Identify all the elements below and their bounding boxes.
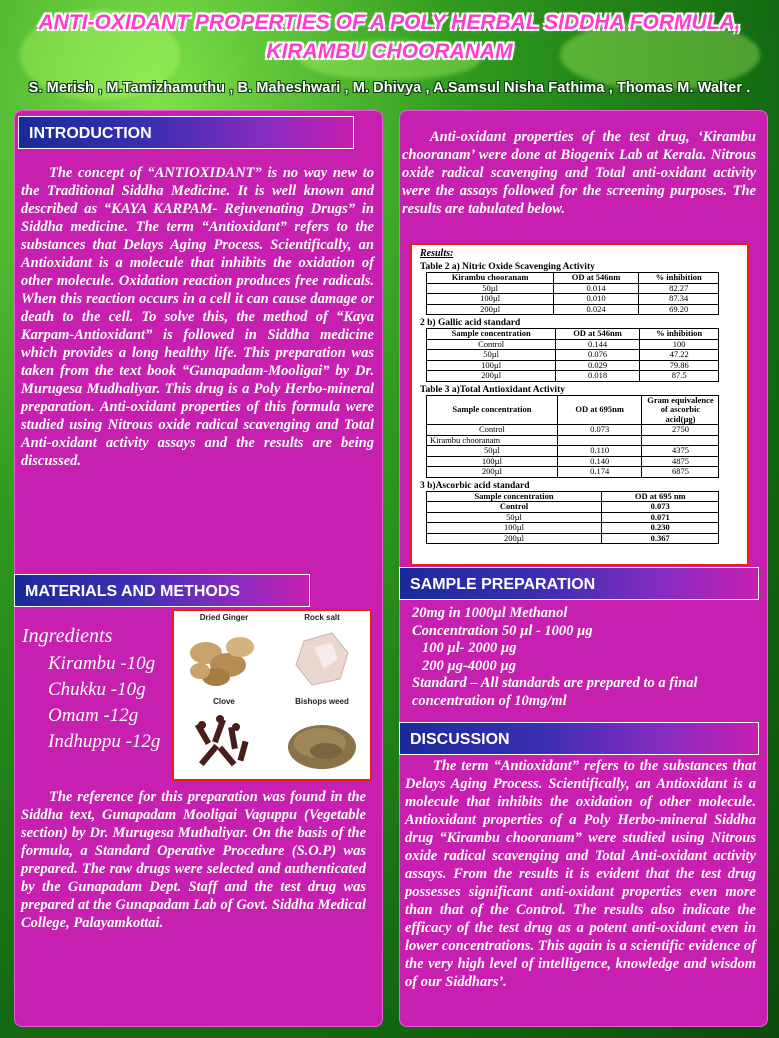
table-cell: 87.34 xyxy=(638,294,719,305)
table-header: OD at 546nm xyxy=(556,329,640,340)
ingredients-list xyxy=(22,623,160,755)
poster-title xyxy=(0,8,779,66)
sample-prep-line: Standard – All standards are prepared to a final concentration of 10mg/ml xyxy=(412,675,698,709)
ingredients-heading: Ingredients xyxy=(22,625,113,647)
table-cell: 100µl xyxy=(427,294,554,305)
table-header: Gram equivalence of ascorbic acid(µg) xyxy=(642,395,719,425)
table-cell: 200µl xyxy=(427,304,554,315)
table-row xyxy=(427,446,719,457)
table-cell: 100µl xyxy=(427,360,556,371)
table-row xyxy=(427,533,719,544)
photo-cell-rock-salt xyxy=(274,613,370,696)
table-row xyxy=(427,283,719,294)
table-cell: Control xyxy=(427,425,558,436)
table-cell: 69.20 xyxy=(638,304,719,315)
table-row xyxy=(427,467,719,478)
table-row xyxy=(427,425,719,436)
table-2a xyxy=(426,272,719,315)
table-row xyxy=(427,360,719,371)
sample-prep-line: 100 µl- 2000 µg xyxy=(422,640,517,656)
photo-cell-bishops-weed xyxy=(274,697,370,780)
dried-ginger-image xyxy=(176,613,272,696)
title-line-2: KIRAMBU CHOORANAM xyxy=(266,40,513,63)
author-list: S. Merish , M.Tamizhamuthu , B. Maheshwari , M. Dhivya , A.Samsul Nisha Fathima , Thomas M. Walter . xyxy=(28,80,751,96)
table-header: OD at 546nm xyxy=(554,273,639,284)
photo-label: Dried Ginger xyxy=(199,613,249,622)
table-cell: 4375 xyxy=(642,446,719,457)
table-cell: 0.144 xyxy=(556,339,640,350)
introduction-heading: INTRODUCTION xyxy=(18,116,354,149)
table-cell: 0.073 xyxy=(602,502,719,513)
table-cell: 50µl xyxy=(427,512,602,523)
table-row xyxy=(427,435,719,446)
ingredients-photo xyxy=(172,609,372,781)
table-cell: 0.029 xyxy=(556,360,640,371)
table-cell: 0.024 xyxy=(554,304,639,315)
table-header: OD at 695nm xyxy=(557,395,642,425)
discussion-heading: DISCUSSION xyxy=(399,722,759,755)
ingredient-item: Indhuppu -12g xyxy=(48,731,161,752)
table-cell xyxy=(557,435,642,446)
table-cell: 79.86 xyxy=(639,360,719,371)
table-cell: 100µl xyxy=(427,523,602,534)
table-2a-caption: Table 2 a) Nitric Oxide Scavenging Activity xyxy=(420,262,595,272)
introduction-text: The concept of “ANTIOXIDANT” is no way new to the Traditional Siddha Medicine. It is well known and described as “KAYA KARPAM- Rejuvenating Drugs” in Siddha medicine. The term “Antioxidant” refers to the substances that Delays Aging Process. Scientifically, an Antioxidant is a molecule that inhibits the oxidation of other molecule. Oxidation reaction produces free radicals. When this reaction occurs in a cell it can cause damage or death to the cell. To solve this, the method of “Kaya Karpam-Antioxidant” is followed in Siddha medicine which provides a long healthy life. This preparation was taken from the text book “Gunapadam-Mooligai” by Dr. Murugesa Mudhaliyar. This drug is a Poly Herbo-mineral preparation. Anti-oxidant properties of this formula were studied using Nitrous oxide radical scavenging and Total Anti-oxidant activity assays and the results are being discussed. xyxy=(21,165,374,469)
table-cell: 50µl xyxy=(427,446,558,457)
table-cell: 2750 xyxy=(642,425,719,436)
table-header: Sample concentration xyxy=(427,329,556,340)
table-row xyxy=(427,512,719,523)
sample-prep-line: 200 µg-4000 µg xyxy=(422,657,517,674)
table-cell: Control xyxy=(427,502,602,513)
table-cell: 0.073 xyxy=(557,425,642,436)
sample-prep-line: 20mg in 1000µl Methanol xyxy=(412,605,568,621)
table-row xyxy=(427,523,719,534)
table-3a-caption: Table 3 a)Total Antioxidant Activity xyxy=(420,384,565,395)
table-cell: 200µl xyxy=(427,533,602,544)
table-cell: 0.010 xyxy=(554,294,639,305)
title-line-1: ANTI-OXIDANT PROPERTIES OF A POLY HERBAL SIDDHA FORMULA, xyxy=(38,11,741,34)
table-cell: 100µl xyxy=(427,456,558,467)
assay-text: Anti-oxidant properties of the test drug, ‘Kirambu chooranam’ were done at Biogenix Lab at Kerala. Nitrous oxide radical scavenging and Total anti-oxidant activity were the assays followed for the screening purposes. The results are tabulated below. xyxy=(402,129,756,217)
table-header: % inhibition xyxy=(639,329,719,340)
table-cell xyxy=(642,435,719,446)
table-cell: 0.076 xyxy=(556,350,640,361)
table-cell: 4875 xyxy=(642,456,719,467)
table-cell: 0.018 xyxy=(556,371,640,382)
table-row xyxy=(427,304,719,315)
ingredient-item: Omam -12g xyxy=(48,705,139,726)
table-row xyxy=(427,350,719,361)
table-3a xyxy=(426,395,719,478)
results-title: Results: xyxy=(420,248,454,259)
clove-image xyxy=(176,697,272,780)
table-header: Sample concentration xyxy=(427,395,558,425)
table-cell: 0.071 xyxy=(602,512,719,523)
photo-label: Clove xyxy=(213,697,235,706)
table-cell: 50µl xyxy=(427,283,554,294)
table-cell: 50µl xyxy=(427,350,556,361)
table-3b-caption: 3 b)Ascorbic acid standard xyxy=(420,480,530,491)
table-row xyxy=(427,371,719,382)
table-row xyxy=(427,294,719,305)
table-header: Sample concentration xyxy=(427,491,602,502)
table-row xyxy=(427,456,719,467)
table-cell: 6875 xyxy=(642,467,719,478)
table-cell: 200µl xyxy=(427,371,556,382)
materials-text: The reference for this preparation was found in the Siddha text, Gunapadam Mooligai Vaguppu (Vegetable section) by Dr. Murugesa Muthaliyar. On the basis of the formula, a Standard Operative Procedure (S.O.P) was prepared. The raw drugs were selected and authenticated by the Gunapadam Dept. Staff and the test drug was prepared at the Gunapadam Lab of Govt. Siddha Medical College, Palayamkottai. xyxy=(21,789,366,931)
table-2b xyxy=(426,328,719,382)
rock-salt-image xyxy=(274,613,370,696)
sample-preparation-heading: SAMPLE PREPARATION xyxy=(399,567,759,600)
table-cell: 0.140 xyxy=(557,456,642,467)
table-cell: 0.230 xyxy=(602,523,719,534)
table-row xyxy=(427,502,719,513)
ingredient-item: Chukku -10g xyxy=(48,679,146,700)
table-header: OD at 695 nm xyxy=(602,491,719,502)
sample-preparation-text xyxy=(412,605,762,710)
results-tables-figure xyxy=(410,243,749,566)
table-cell: Control xyxy=(427,339,556,350)
table-3b xyxy=(426,491,719,545)
table-cell: 82.27 xyxy=(638,283,719,294)
table-row xyxy=(427,339,719,350)
photo-cell-clove xyxy=(176,697,272,780)
table-cell: 0.367 xyxy=(602,533,719,544)
table-2b-caption: 2 b) Gallic acid standard xyxy=(420,318,521,328)
bishops-weed-image xyxy=(274,697,370,780)
table-cell: Kirambu chooranam xyxy=(427,435,558,446)
ingredient-item: Kirambu -10g xyxy=(48,653,156,674)
table-cell: 100 xyxy=(639,339,719,350)
table-cell: 0.014 xyxy=(554,283,639,294)
table-cell: 0.110 xyxy=(557,446,642,457)
photo-label: Rock salt xyxy=(304,613,340,622)
photo-cell-ginger xyxy=(176,613,272,696)
table-cell: 47.22 xyxy=(639,350,719,361)
photo-label: Bishops weed xyxy=(295,697,349,706)
table-header: % inhibition xyxy=(638,273,719,284)
sample-prep-line: Concentration 50 µl - 1000 µg xyxy=(412,622,593,639)
table-cell: 200µl xyxy=(427,467,558,478)
table-header: Kirambu chooranam xyxy=(427,273,554,284)
table-cell: 0.174 xyxy=(557,467,642,478)
table-cell: 87.5 xyxy=(639,371,719,382)
discussion-text: The term “Antioxidant” refers to the substances that Delays Aging Process. Scientifically, an Antioxidant is a molecule that inhibits the oxidation of other molecule. Antioxidant properties of a Poly Herbo-mineral Siddha drug “Kirambu chooranam” were studied using Nitrous oxide radical scavenging and Total Anti-oxidant activity assays. From the results it is evident that the test drug possesses significant anti-oxidant properties even more than that of the Control. The results also indicate the efficacy of the test drug as a potent anti-oxidant even in lower concentrations. This again is a scientific evidence of the very high level of intelligence, knowledge and wisdom of our Siddhars’. xyxy=(405,758,756,990)
materials-heading: MATERIALS AND METHODS xyxy=(14,574,310,607)
